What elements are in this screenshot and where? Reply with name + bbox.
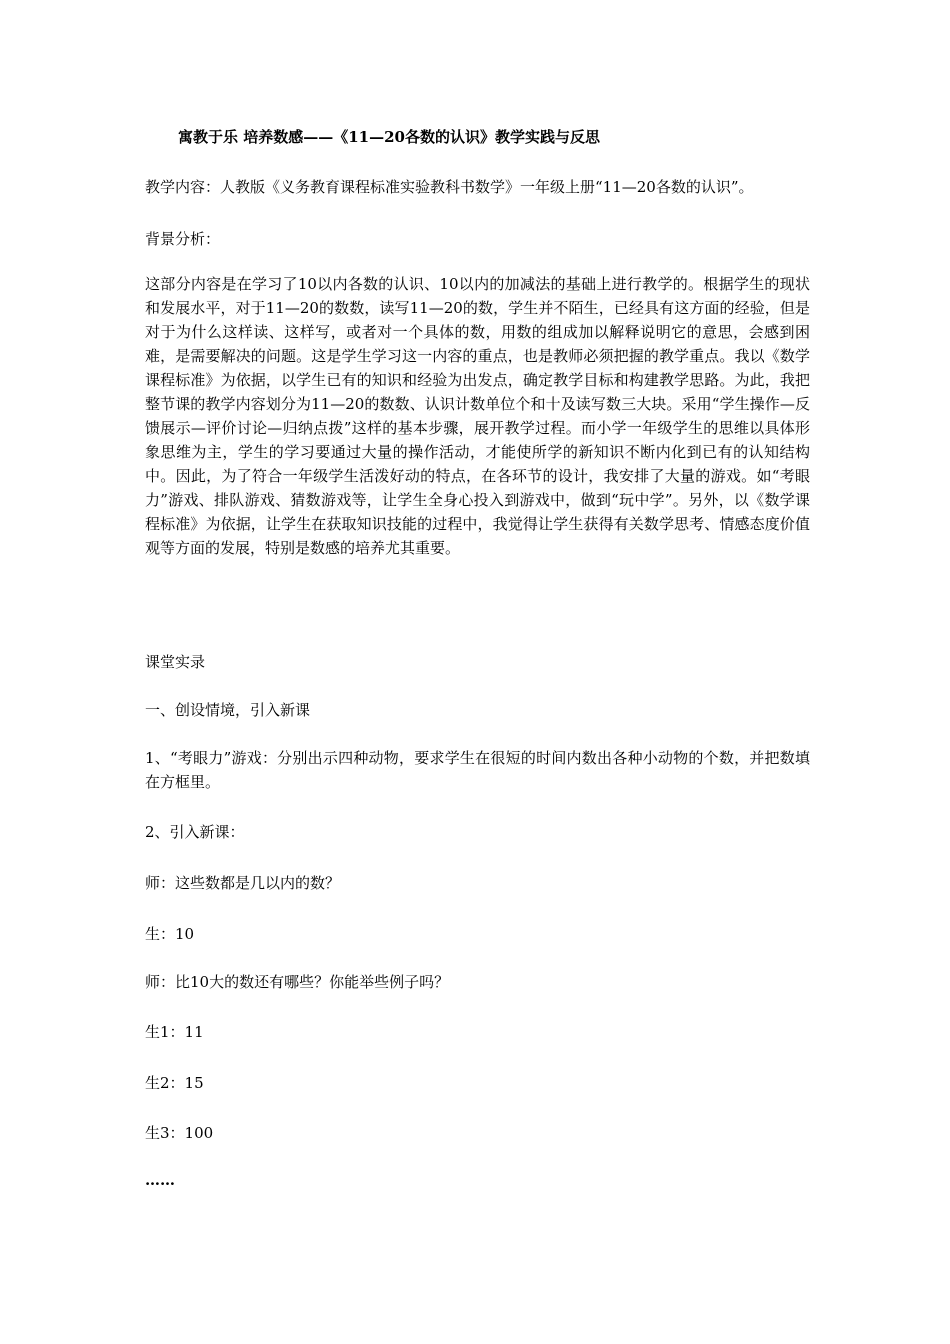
classroom-record-heading: 课堂实录 [145, 653, 206, 671]
section-one-heading: 一、创设情境，引入新课 [145, 701, 311, 719]
student-2-answer: 生2：15 [145, 1074, 204, 1092]
document-title: 寓教于乐 培养数感——《11—20各数的认识》教学实践与反思 [178, 128, 600, 146]
teacher-question-2: 师：比10大的数还有哪些？你能举些例子吗？ [145, 973, 450, 991]
teaching-content-line: 教学内容：人教版《义务教育课程标准实验教科书数学》一年级上册“11—20各数的认识”。 [145, 178, 754, 196]
student-3-answer: 生3：100 [145, 1124, 214, 1142]
item-two-line: 2、引入新课： [145, 823, 245, 841]
student-1-answer: 生1：11 [145, 1023, 204, 1041]
ellipsis: …… [145, 1171, 175, 1189]
student-answer-1: 生：10 [145, 925, 195, 943]
teacher-question-1: 师：这些数都是几以内的数？ [145, 874, 341, 892]
background-paragraph: 这部分内容是在学习了10以内各数的认识、10以内的加减法的基础上进行教学的。根据学生的现状和发展水平，对于11—20的数数，读写11—20的数，学生并不陌生，已经具有这方面的经验，但是对于为什么这样读、这样写，或者对一个具体的数，用数的组成加以解释说明它的意思，会感到困难，是需要解决的问题。这是学生学习这一内容的重点，也是教师必须把握的教学重点。我以《数学课程标准》为依据，以学生已有的知识和经验为出发点，确定教学目标和构建教学思路。为此，我把整节课的教学内容划分为11—20的数数、认识计数单位个和十及读写数三大块。采用“学生操作—反馈展示—评价讨论—归纳点拨”这样的基本步骤，展开教学过程。而小学一年级学生的思维以具体形象思维为主，学生的学习要通过大量的操作活动，才能使所学的新知识不断内化到已有的认知结构中。因此，为了符合一年级学生活泼好动的特点，在各环节的设计，我安排了大量的游戏。如“考眼力”游戏、排队游戏、猜数游戏等，让学生全身心投入到游戏中，做到“玩中学”。另外，以《数学课程标准》为依据，让学生在获取知识技能的过程中，我觉得让学生获得有关数学思考、情感态度价值观等方面的发展，特别是数感的培养尤其重要。 [145, 275, 810, 557]
item-one-paragraph: 1、“考眼力”游戏：分别出示四种动物，要求学生在很短的时间内数出各种小动物的个数，并把数填在方框里。 [145, 749, 810, 791]
background-heading: 背景分析： [145, 230, 221, 248]
